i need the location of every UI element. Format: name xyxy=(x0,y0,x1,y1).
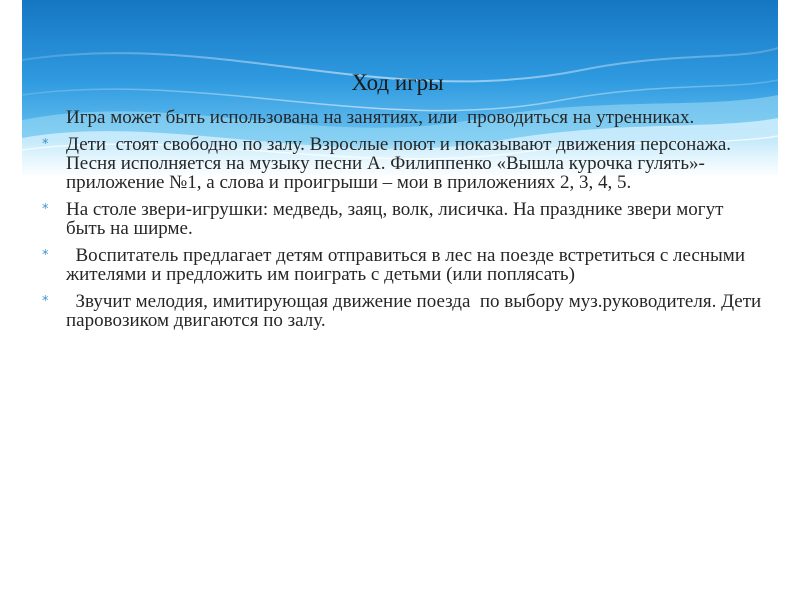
bullet-marker: * xyxy=(42,248,49,263)
bullet-marker: * xyxy=(42,137,49,152)
slide-title: Ход игры xyxy=(351,70,444,95)
paragraph-text: На столе звери-игрушки: медведь, заяц, волк, лисичка. На празднике звери могут быть на ширме. xyxy=(66,199,729,239)
bullet-marker: * xyxy=(42,202,49,217)
bullet-marker: * xyxy=(42,294,49,309)
paragraph-bullet-2 xyxy=(42,200,764,238)
paragraph-bullet-3 xyxy=(42,246,764,284)
paragraph-text: Игра может быть использована на занятиях, или проводиться на утренниках. xyxy=(66,107,695,128)
paragraph-text: Дети стоят свободно по залу. Взрослые поют и показывают движения персонажа. Песня исполняется на музыку песни А. Филиппенко «Вышла курочка гулять»-приложение №1, а слова и проигрыши – мои в приложениях 2, 3, 4, 5. xyxy=(66,134,736,193)
paragraph-bullet-1 xyxy=(42,135,764,192)
paragraph-intro xyxy=(42,108,764,127)
paragraph-text: Воспитатель предлагает детям отправиться в лес на поезде встретиться с лесными жителями и предложить им поиграть с детьми (или поплясать) xyxy=(66,245,750,285)
paragraph-text: Звучит мелодия, имитирующая движение поезда по выбору муз.руководителя. Дети паровозиком двигаются по залу. xyxy=(66,291,766,331)
paragraph-bullet-4 xyxy=(42,292,764,330)
slide-body xyxy=(42,108,764,338)
